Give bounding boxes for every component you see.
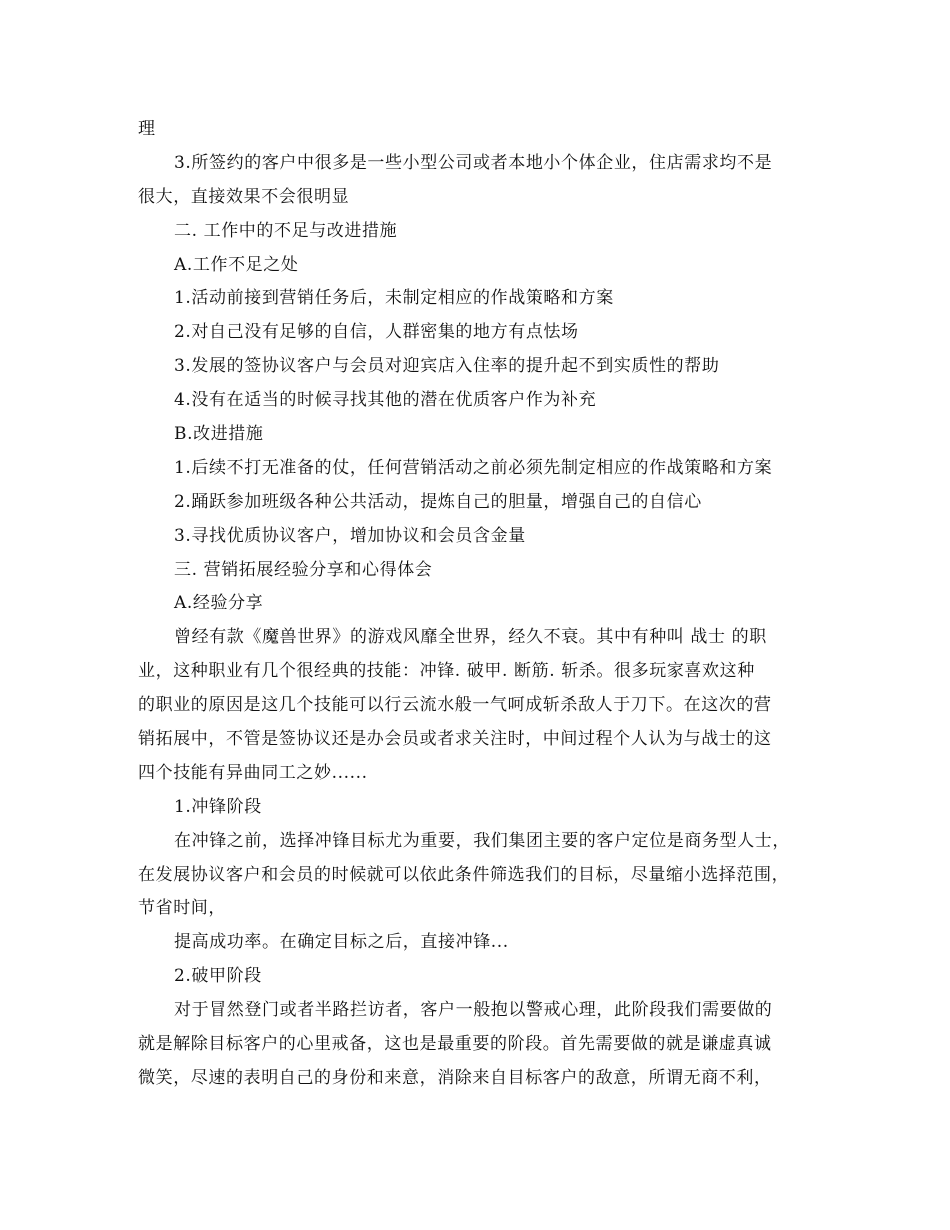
- paragraph-line: 的职业的原因是这几个技能可以行云流水般一气呵成斩杀敌人于刀下。在这次的营: [138, 695, 772, 716]
- section-heading-2: 二. 工作中的不足与改进措施: [174, 220, 398, 241]
- document-page: [138, 113, 818, 1096]
- section-heading-3: 三. 营销拓展经验分享和心得体会: [174, 559, 433, 580]
- subheading-b: B.改进措施: [174, 424, 264, 445]
- paragraph-line: 四个技能有异曲同工之妙......: [138, 762, 368, 783]
- paragraph-line: 对于冒然登门或者半路拦访者，客户一般抱以警戒心理，此阶段我们需要做的: [174, 1000, 773, 1021]
- paragraph-line: 业，这种职业有几个很经典的技能：冲锋. 破甲. 断筋. 斩杀。很多玩家喜欢这种: [138, 661, 755, 682]
- paragraph-line: 在冲锋之前，选择冲锋目标尤为重要，我们集团主要的客户定位是商务型人士，: [174, 830, 790, 851]
- stage-heading: 1.冲锋阶段: [174, 796, 262, 817]
- list-item: 3.寻找优质协议客户，增加协议和会员含金量: [174, 525, 526, 546]
- paragraph-line: 微笑，尽速的表明自己的身份和来意，消除来自目标客户的敌意，所谓无商不利，: [138, 1067, 772, 1088]
- list-item: 3.发展的签协议客户与会员对迎宾店入住率的提升起不到实质性的帮助: [174, 356, 720, 377]
- paragraph-line: 就是解除目标客户的心里戒备，这也是最重要的阶段。首先需要做的就是谦虚真诚: [138, 1034, 772, 1055]
- paragraph-line: 在发展协议客户和会员的时候就可以依此条件筛选我们的目标，尽量缩小选择范围，: [138, 864, 790, 885]
- text-line-1: 理: [138, 119, 156, 139]
- text-line-2: 3.所签约的客户中很多是一些小型公司或者本地小个体企业，住店需求均不是: [174, 152, 773, 173]
- list-item: 2.对自己没有足够的自信，人群密集的地方有点怯场: [174, 322, 579, 343]
- paragraph-line: 节省时间，: [138, 898, 226, 919]
- paragraph-line: 曾经有款《魔兽世界》的游戏风靡全世界，经久不衰。其中有种叫 战士 的职: [174, 627, 767, 648]
- list-item: 1.活动前接到营销任务后，未制定相应的作战策略和方案: [174, 288, 614, 309]
- subheading-a: A.工作不足之处: [174, 254, 299, 275]
- paragraph-line: 提高成功率。在确定目标之后，直接冲锋...: [174, 932, 509, 953]
- stage-heading: 2.破甲阶段: [174, 966, 262, 987]
- paragraph-line: 销拓展中，不管是签协议还是办会员或者求关注时，中间过程个人认为与战士的这: [138, 729, 772, 750]
- subheading-a: A.经验分享: [174, 593, 264, 614]
- list-item: 1.后续不打无准备的仗，任何营销活动之前必须先制定相应的作战策略和方案: [174, 457, 773, 478]
- list-item: 2.踊跃参加班级各种公共活动，提炼自己的胆量，增强自己的自信心: [174, 491, 702, 512]
- text-line-3: 很大，直接效果不会很明显: [138, 186, 350, 207]
- list-item: 4.没有在适当的时候寻找其他的潜在优质客户作为补充: [174, 390, 597, 411]
